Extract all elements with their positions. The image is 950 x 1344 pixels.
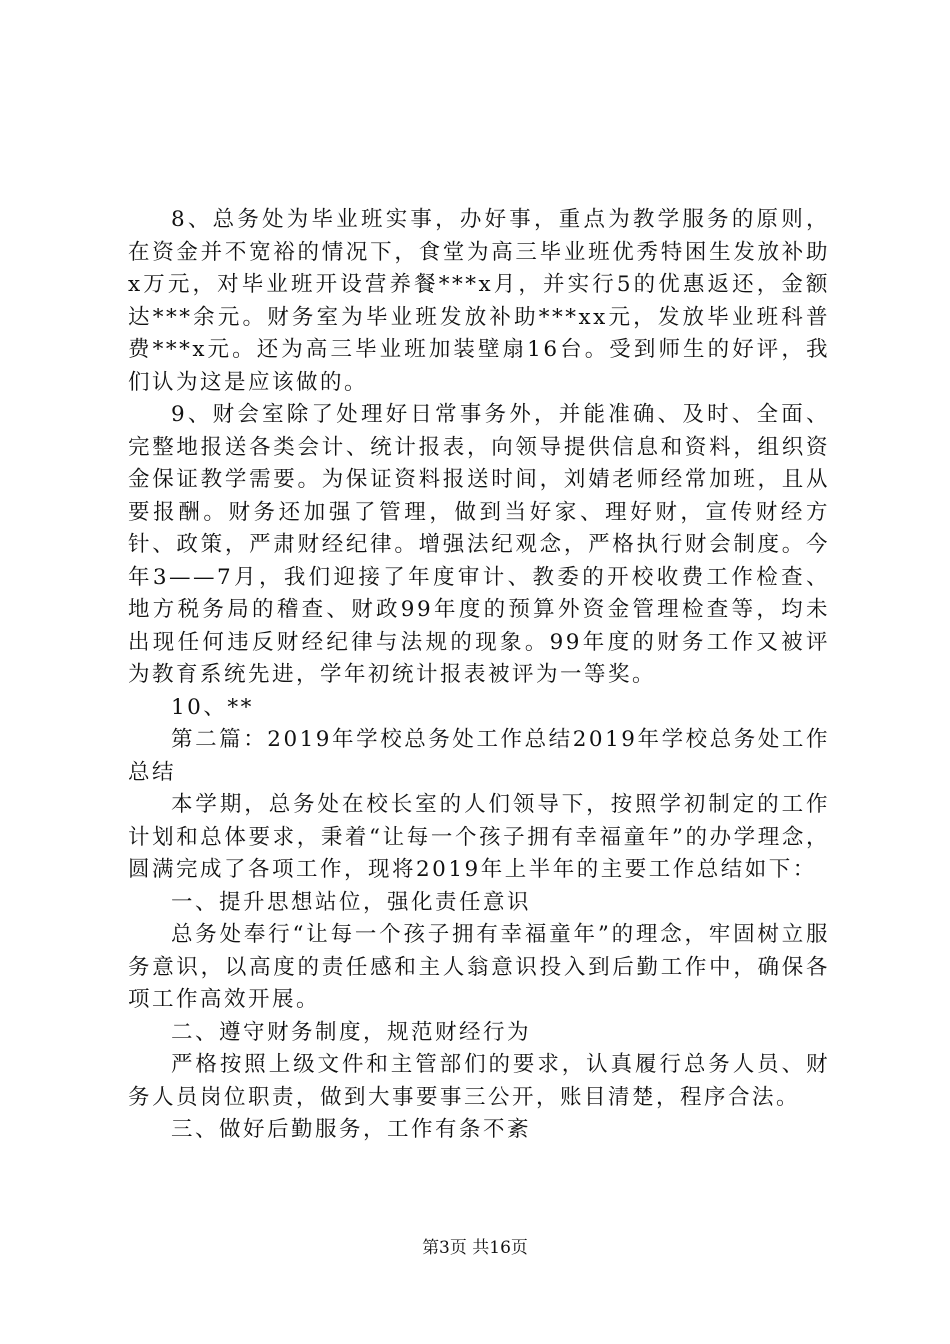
page-number-footer: 第3页 共16页 [422, 1238, 528, 1258]
paragraph-intro: 本学期，总务处在校长室的人们领导下，按照学初制定的工作计划和总体要求，秉着“让每一个孩子拥有幸福童年”的办学理念，圆满完成了各项工作，现将2019年上半年的主要工作总结如下： [128, 792, 830, 882]
paragraph-section-1: 总务处奉行“让每一个孩子拥有幸福童年”的理念，牢固树立服务意识，以高度的责任感和主人翁意识投入到后勤工作中，确保各项工作高效开展。 [128, 922, 830, 1012]
paragraph-item-10: 10、** [171, 694, 254, 720]
document-body [128, 204, 830, 1147]
paragraph-section-2: 严格按照上级文件和主管部们的要求，认真履行总务人员、财务人员岗位职责，做到大事要事三公开，账目清楚，程序合法。 [128, 1052, 830, 1110]
paragraph-item-9: 9、财会室除了处理好日常事务外，并能准确、及时、全面、完整地报送各类会计、统计报表，向领导提供信息和资料，组织资金保证教学需要。为保证资料报送时间，刘婧老师经常加班，且从要报酬。财务还加强了管理，做到当好家、理好财，宣传财经方针、政策，严肃财经纪律。增强法纪观念，严格执行财会制度。今年3——7月，我们迎接了年度审计、教委的开校收费工作检查、地方税务局的稽查、财政99年度的预算外资金管理检查等，均未出现任何违反财经纪律与法规的现象。99年度的财务工作又被评为教育系统先进，学年初统计报表被评为一等奖。 [128, 402, 830, 687]
paragraph-item-8: 8、总务处为毕业班实事，办好事，重点为教学服务的原则，在资金并不宽裕的情况下，食堂为高三毕业班优秀特困生发放补助x万元，对毕业班开设营养餐***x月，并实行5的优惠返还，金额达***余元。财务室为毕业班发放补助***xx元，发放毕业班科普费***x元。还为高三毕业班加装壁扇16台。受到师生的好评，我们认为这是应该做的。 [128, 207, 830, 395]
section-heading-1: 一、提升思想站位，强化责任意识 [171, 889, 532, 915]
section-heading-2: 二、遵守财务制度，规范财经行为 [171, 1019, 532, 1045]
section-title-second-article: 第二篇：2019年学校总务处工作总结2019年学校总务处工作总结 [128, 727, 830, 785]
section-heading-3: 三、做好后勤服务，工作有条不紊 [171, 1117, 532, 1142]
